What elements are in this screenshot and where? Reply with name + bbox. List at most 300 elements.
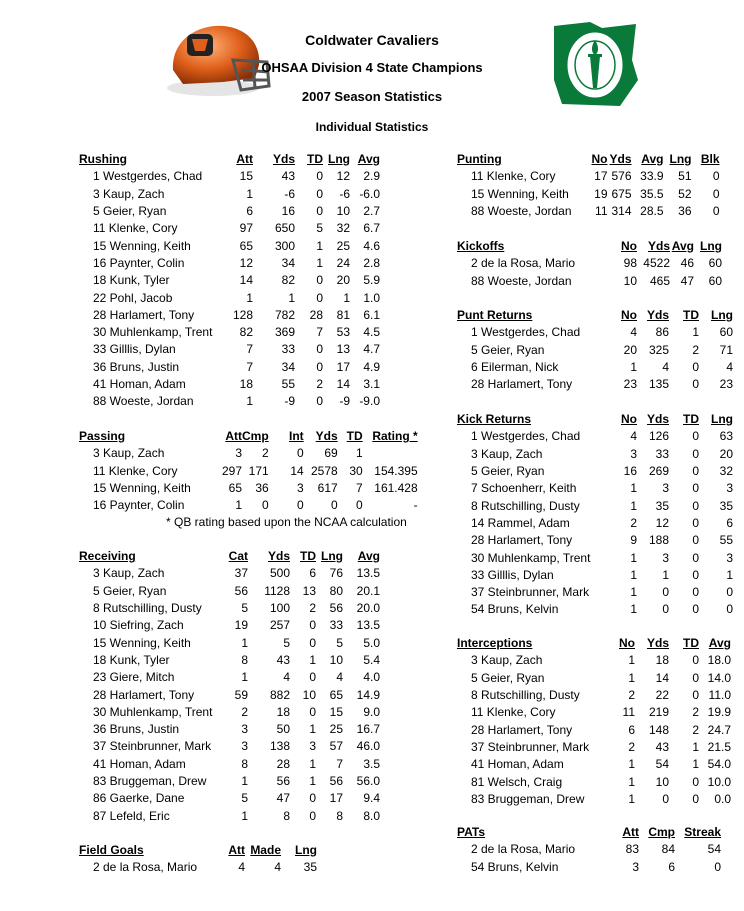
stat-value: 7: [316, 325, 323, 340]
table-row: [457, 428, 733, 445]
table-row: [457, 342, 733, 359]
column-header: Cmp: [648, 825, 675, 840]
stat-value: 0: [316, 273, 323, 288]
section-title: Punt Returns: [457, 308, 533, 323]
stat-value: 63: [719, 429, 733, 444]
stat-value: 81: [336, 307, 350, 322]
column-header: Streak: [684, 825, 721, 840]
stat-value: 1: [355, 446, 363, 461]
stat-value: 21.5: [707, 739, 731, 754]
stat-value: 1: [692, 739, 699, 754]
stat-value: 0: [355, 498, 363, 513]
stat-value: 4.0: [363, 670, 380, 685]
stat-value: 1: [288, 290, 295, 305]
stat-value: -6.0: [359, 186, 380, 201]
stat-value: 4: [274, 860, 281, 875]
column-header: Lng: [328, 152, 350, 167]
stat-value: 0: [316, 186, 323, 201]
stat-value: 0: [692, 791, 699, 806]
stat-value: 0: [662, 585, 669, 600]
table-row: [79, 807, 380, 824]
passing-footnote: * QB rating based upon the NCAA calculation: [166, 515, 407, 529]
stat-value: 33.9: [640, 169, 664, 184]
stat-value: 3: [632, 859, 639, 874]
table-row: [457, 841, 721, 858]
stat-value: 12: [336, 169, 350, 184]
stat-value: 86: [655, 325, 669, 340]
stat-value: 0: [692, 670, 699, 685]
stat-value: 128: [232, 307, 253, 322]
player-name: 3 Kaup, Zach: [471, 446, 543, 461]
section-title: Rushing: [79, 152, 127, 167]
player-name: 28 Harlamert, Tony: [471, 533, 573, 548]
table-row: [457, 446, 733, 463]
column-header: TD: [683, 308, 699, 323]
table-row: [457, 791, 731, 808]
stat-value: 33: [655, 446, 669, 461]
column-header: Lng: [321, 549, 343, 564]
table-row: [79, 756, 380, 773]
stat-value: 25: [336, 238, 350, 253]
stat-value: 0: [316, 342, 323, 357]
stat-value: 0: [692, 533, 699, 548]
player-name: 18 Kunk, Tyler: [93, 652, 170, 667]
player-name: 16 Paynter, Colin: [93, 498, 185, 513]
stat-value: 161.428: [374, 481, 418, 496]
stat-value: 10: [623, 273, 637, 288]
stat-value: 18: [239, 377, 253, 391]
stat-value: 12: [655, 515, 669, 530]
stat-value: 19.9: [707, 705, 731, 720]
stat-value: 3: [662, 550, 669, 565]
stat-value: 47: [680, 273, 694, 288]
stat-value: 1: [630, 550, 637, 565]
stat-value: 1: [309, 652, 316, 667]
table-row: [79, 738, 380, 755]
stat-value: 15: [239, 169, 253, 184]
punt-returns-table: [457, 307, 733, 393]
player-name: 28 Harlamert, Tony: [93, 687, 195, 702]
player-name: 18 Kunk, Tyler: [93, 273, 170, 288]
stat-value: 2578: [310, 463, 338, 478]
stat-value: 56: [329, 774, 343, 788]
stat-value: 9.0: [363, 704, 380, 719]
stat-value: 7: [355, 481, 363, 496]
stat-value: 0: [316, 204, 323, 219]
column-header: Avg: [357, 549, 380, 564]
stat-value: 12: [239, 255, 253, 270]
column-header: Made: [250, 843, 281, 858]
stat-value: 98: [623, 256, 637, 271]
table-row: [79, 186, 380, 203]
section-title: Passing: [79, 429, 126, 444]
column-header: No: [619, 636, 635, 651]
stat-value: 0: [726, 602, 733, 617]
stat-value: 1: [630, 360, 637, 375]
stat-value: 56: [276, 774, 290, 788]
stat-value: 4: [283, 670, 290, 685]
stat-value: 5: [336, 635, 343, 650]
stat-value: 188: [648, 533, 669, 548]
stat-value: 1: [628, 757, 635, 772]
table-row: [457, 203, 720, 220]
player-name: 37 Steinbrunner, Mark: [471, 585, 590, 600]
stat-value: 4: [662, 360, 669, 375]
player-name: 1 Westgerdes, Chad: [471, 429, 581, 444]
player-name: 6 Eilerman, Nick: [471, 360, 559, 375]
stat-value: 8: [283, 808, 290, 823]
stat-value: 71: [719, 342, 733, 357]
table-row: [79, 359, 380, 376]
stat-value: 43: [281, 169, 295, 184]
column-header: Yds: [646, 636, 669, 651]
stat-value: 3: [726, 550, 733, 565]
stat-value: 14: [290, 463, 304, 478]
stat-value: 14: [239, 273, 253, 288]
stat-value: 2: [628, 688, 635, 703]
column-header: TD: [300, 549, 316, 564]
table-row: [79, 237, 380, 254]
stat-value: 65: [228, 481, 242, 496]
table-row: [457, 255, 722, 272]
stat-value: 65: [239, 238, 253, 253]
column-header: No: [591, 152, 608, 167]
field-goals-table: [79, 842, 317, 877]
player-name: 41 Homan, Adam: [471, 757, 564, 772]
stat-value: 13: [302, 583, 316, 598]
stat-value: 82: [239, 325, 253, 340]
stat-value: 60: [719, 325, 733, 340]
stat-value: 3: [241, 722, 248, 737]
player-name: 83 Bruggeman, Drew: [471, 791, 585, 806]
stat-value: 6.1: [363, 307, 380, 322]
stat-value: 30: [349, 463, 363, 478]
stat-value: 14: [336, 377, 350, 391]
stat-value: 6.7: [363, 221, 380, 236]
column-header: Att: [228, 843, 245, 858]
column-header: Lng: [711, 308, 733, 323]
column-header: TD: [683, 636, 699, 651]
player-name: 8 Rutschilling, Dusty: [93, 601, 202, 616]
stat-value: 50: [276, 722, 290, 737]
stat-value: 500: [269, 566, 290, 581]
stat-value: 35: [655, 498, 669, 513]
stat-value: 2: [630, 515, 637, 530]
stat-value: 3: [235, 446, 242, 461]
stat-value: 55: [281, 377, 295, 391]
stat-value: 4: [336, 670, 343, 685]
stat-value: 2: [309, 601, 316, 616]
stat-value: 2.8: [363, 255, 380, 270]
stat-value: -9: [339, 394, 350, 409]
player-name: 2 de la Rosa, Mario: [471, 256, 576, 271]
table-row: [457, 601, 733, 618]
stat-value: 20: [623, 342, 637, 357]
table-row: [79, 289, 380, 306]
stat-value: 37: [234, 566, 248, 581]
stat-value: 60: [708, 273, 722, 288]
player-name: 3 Kaup, Zach: [471, 653, 543, 668]
player-name: 28 Harlamert, Tony: [471, 377, 573, 392]
stat-value: 1: [246, 394, 253, 409]
stat-value: 8: [241, 652, 248, 667]
stat-value: 5: [283, 635, 290, 650]
player-name: 5 Geier, Ryan: [471, 670, 545, 685]
table-row: [79, 307, 380, 324]
stat-value: 65: [329, 687, 343, 702]
team-name: Coldwater Cavaliers: [305, 32, 439, 48]
table-row: [457, 515, 733, 532]
stat-value: 14.9: [356, 687, 380, 702]
stat-value: 7: [246, 342, 253, 357]
player-name: 8 Rutschilling, Dusty: [471, 688, 580, 703]
stat-value: 2: [241, 704, 248, 719]
stat-value: 20: [719, 446, 733, 461]
stat-value: 171: [248, 463, 269, 478]
stat-value: 0: [309, 791, 316, 806]
stat-value: 13: [336, 342, 350, 357]
stat-value: 0: [692, 360, 699, 375]
stat-value: 675: [611, 186, 632, 201]
table-row: [79, 376, 380, 393]
stat-value: 1: [241, 774, 248, 788]
stat-value: 465: [649, 273, 670, 288]
stat-value: 3.5: [363, 756, 380, 771]
table-row: [79, 565, 380, 582]
stat-value: 35.5: [640, 186, 664, 201]
column-header: Blk: [700, 152, 720, 167]
player-name: 15 Wenning, Keith: [471, 186, 569, 201]
stat-value: 19: [594, 186, 608, 201]
column-header: Avg: [641, 152, 664, 167]
stat-value: 1: [309, 774, 316, 788]
column-header: Yds: [646, 308, 669, 323]
player-name: 30 Muhlenkamp, Trent: [93, 325, 213, 340]
kickoffs-table: [457, 238, 722, 290]
stat-value: 32: [336, 221, 350, 236]
stat-value: 13.5: [356, 618, 380, 633]
column-header: Rating *: [372, 429, 418, 444]
stat-value: 46: [680, 256, 694, 271]
stat-value: 650: [274, 221, 295, 236]
stat-value: 28.5: [640, 204, 664, 219]
stat-value: 1: [316, 238, 323, 253]
player-name: 11 Klenke, Cory: [93, 221, 178, 236]
stat-value: 4: [630, 325, 637, 340]
player-name: 36 Bruns, Justin: [93, 722, 180, 737]
stat-value: 35: [303, 860, 317, 875]
stat-value: 369: [274, 325, 295, 340]
stat-value: 0: [261, 498, 269, 513]
stat-value: 1: [628, 774, 635, 789]
table-row: [79, 168, 380, 185]
section-title: Kickoffs: [457, 239, 505, 254]
stat-value: 135: [648, 377, 669, 392]
stat-value: 5.9: [363, 273, 380, 288]
stat-value: -6: [284, 186, 295, 201]
column-header: Lng: [711, 412, 733, 427]
stat-value: 6: [628, 722, 635, 737]
section-title: PATs: [457, 825, 486, 840]
stat-value: 6: [726, 515, 733, 530]
stat-value: 1: [235, 498, 242, 513]
player-name: 87 Lefeld, Eric: [93, 808, 170, 823]
stat-value: 32: [719, 464, 733, 479]
stat-value: 269: [648, 464, 669, 479]
stat-value: 43: [655, 739, 669, 754]
table-row: [457, 480, 733, 497]
stat-value: 20: [336, 273, 350, 288]
stat-value: 300: [274, 238, 295, 253]
table-row: [79, 445, 418, 462]
stat-value: 1: [241, 670, 248, 685]
stat-value: 0: [316, 169, 323, 184]
stat-value: 4: [726, 360, 733, 375]
table-row: [79, 583, 380, 600]
section-title: Kick Returns: [457, 412, 532, 427]
stat-value: 2: [316, 377, 323, 391]
stat-value: 4522: [643, 256, 670, 271]
stat-value: 138: [269, 739, 290, 754]
stat-value: 54: [655, 757, 669, 772]
season-title: 2007 Season Statistics: [301, 89, 443, 104]
stat-value: 1: [692, 325, 699, 340]
stat-value: 22: [655, 688, 669, 703]
player-name: 5 Geier, Ryan: [93, 583, 167, 598]
stat-value: 76: [329, 566, 343, 581]
table-row: [457, 463, 733, 480]
rushing-table: [79, 151, 380, 410]
receiving-table: [79, 548, 380, 825]
section-title: Punting: [457, 152, 502, 167]
stat-value: 0: [662, 602, 669, 617]
stat-value: 3: [662, 481, 669, 496]
stat-value: 0: [309, 704, 316, 719]
stat-value: 43: [276, 652, 290, 667]
stat-value: 69: [324, 446, 338, 461]
table-row: [457, 186, 720, 203]
stat-value: 20.1: [356, 583, 380, 598]
stat-value: 2: [628, 739, 635, 754]
stat-value: 55: [719, 533, 733, 548]
column-header: Lng: [669, 152, 692, 167]
stat-value: 5: [241, 601, 248, 616]
column-header: No: [621, 308, 637, 323]
player-name: 28 Harlamert, Tony: [471, 722, 573, 737]
player-name: 8 Rutschilling, Dusty: [471, 498, 580, 513]
table-row: [457, 859, 721, 876]
stat-value: 52: [678, 186, 692, 201]
table-row: [457, 497, 733, 514]
stat-value: 53: [336, 325, 350, 340]
table-row: [79, 634, 380, 651]
table-row: [79, 859, 317, 876]
stat-value: 23: [623, 377, 637, 392]
column-header: Avg: [708, 636, 731, 651]
stat-value: 28: [309, 307, 323, 322]
stat-value: 56: [234, 583, 248, 598]
player-name: 30 Muhlenkamp, Trent: [93, 704, 213, 719]
stat-value: 36: [255, 481, 269, 496]
column-header: Int: [289, 429, 304, 444]
player-name: 10 Siefring, Zach: [93, 618, 184, 633]
pats-table: [457, 824, 721, 876]
stat-value: -9.0: [359, 394, 380, 409]
stat-value: 14: [655, 670, 669, 685]
stat-value: 3: [241, 739, 248, 754]
section-title: Individual Statistics: [315, 120, 429, 134]
stat-value: 8: [241, 756, 248, 771]
column-header: Att: [236, 152, 253, 167]
table-row: [79, 341, 380, 358]
column-header: Avg: [357, 152, 380, 167]
stat-value: 28: [276, 756, 290, 771]
player-name: 2 de la Rosa, Mario: [93, 860, 198, 875]
stat-value: 17: [594, 169, 608, 184]
stat-value: 5.4: [363, 652, 380, 667]
column-header: Yds: [647, 239, 670, 254]
stat-value: 15: [329, 704, 343, 719]
table-row: [79, 721, 380, 738]
stat-value: 16.7: [356, 722, 380, 737]
stat-value: -9: [284, 394, 295, 409]
table-row: [457, 549, 733, 566]
stat-value: 11: [622, 705, 635, 720]
player-name: 54 Bruns, Kelvin: [471, 859, 559, 874]
stat-value: 0: [726, 585, 733, 600]
stat-value: 1: [309, 722, 316, 737]
table-row: [457, 756, 731, 773]
stat-value: 1: [246, 290, 253, 305]
stat-value: 1: [628, 791, 635, 806]
stat-value: 0: [316, 290, 323, 305]
stat-value: 2: [261, 446, 269, 461]
player-name: 5 Geier, Ryan: [471, 342, 545, 357]
stat-value: 0: [309, 635, 316, 650]
player-name: 3 Kaup, Zach: [93, 446, 165, 461]
stat-value: 56: [329, 601, 343, 616]
player-name: 23 Giere, Mitch: [93, 670, 175, 685]
player-name: 5 Geier, Ryan: [471, 464, 545, 479]
stat-value: 782: [274, 307, 295, 322]
stat-value: 0: [309, 618, 316, 633]
player-name: 5 Geier, Ryan: [93, 204, 167, 219]
championship-title: OHSAA Division 4 State Champions: [261, 60, 483, 75]
stat-value: 17: [329, 791, 343, 806]
table-row: [457, 567, 733, 584]
stat-value: 0: [316, 359, 323, 374]
stat-value: 8: [336, 808, 343, 823]
column-header: Yds: [272, 152, 295, 167]
player-name: 86 Gaerke, Dane: [93, 791, 185, 806]
stat-value: 10: [302, 687, 316, 702]
section-title: Interceptions: [457, 636, 533, 651]
stat-value: 0: [692, 464, 699, 479]
punting-table: [457, 151, 720, 220]
player-name: 16 Paynter, Colin: [93, 255, 185, 270]
player-name: 3 Kaup, Zach: [93, 566, 165, 581]
stat-value: 1.0: [363, 290, 380, 305]
stat-value: 1128: [264, 583, 290, 598]
stat-value: 617: [317, 481, 338, 496]
stat-value: 16: [281, 204, 295, 219]
stat-value: 1: [630, 498, 637, 513]
stat-value: 18.0: [707, 653, 731, 668]
stat-value: 0: [692, 481, 699, 496]
stat-value: 297: [221, 463, 242, 478]
table-row: [79, 652, 380, 669]
stat-value: 4.7: [363, 342, 380, 357]
